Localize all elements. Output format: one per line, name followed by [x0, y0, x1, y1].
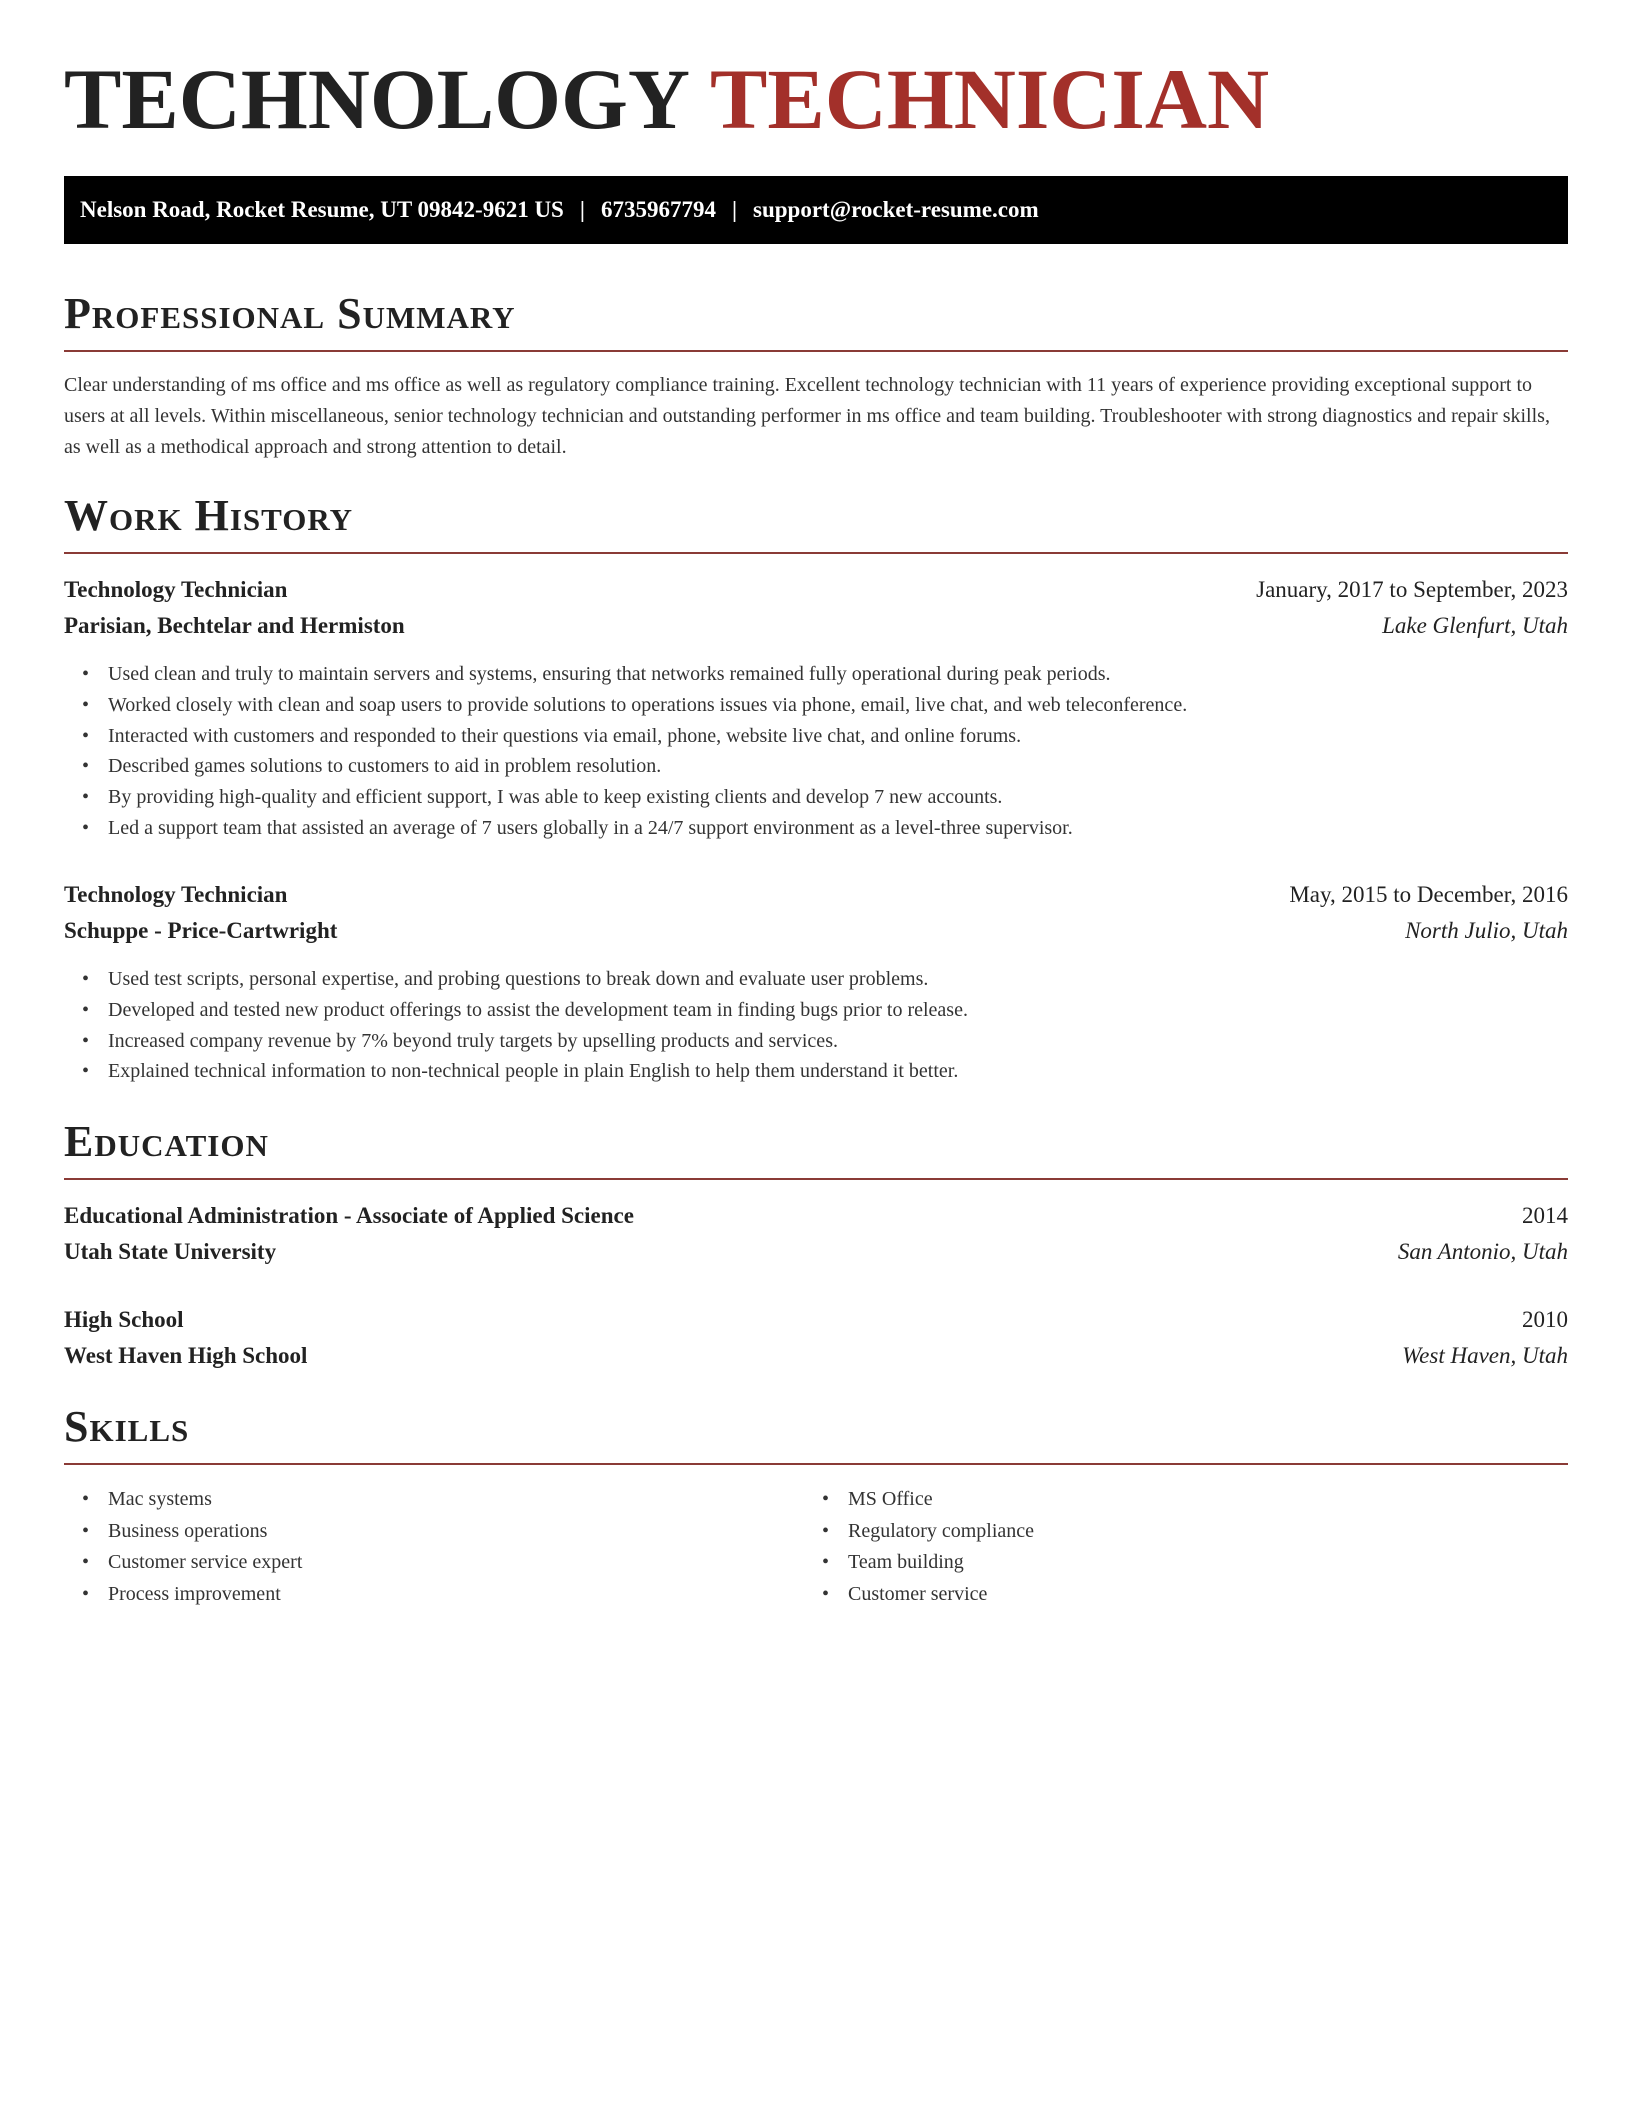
- skill-item: • Customer service: [848, 1579, 1034, 1611]
- job-company: Parisian, Bechtelar and Hermiston: [64, 613, 405, 638]
- education-school: Utah State University: [64, 1239, 277, 1264]
- list-item: • Interacted with customers and responded to their questions via email, phone, website live chat, and online forums.: [108, 721, 1187, 752]
- job-location: Lake Glenfurt, Utah: [1382, 613, 1568, 638]
- job-dates: January, 2017 to September, 2023: [1256, 577, 1568, 602]
- education-degree: High School: [64, 1307, 184, 1332]
- candidate-name: [64, 51, 1270, 147]
- list-item: • Increased company revenue by 7% beyond truly targets by upselling products and services.: [108, 1026, 968, 1057]
- contact-email: support@rocket-resume.com: [753, 197, 1039, 222]
- job-company-row: [64, 614, 1568, 637]
- list-item: • By providing high-quality and efficient support, I was able to keep existing clients and develop 7 new accounts.: [108, 782, 1187, 813]
- contact-address: Nelson Road, Rocket Resume, UT 09842-9621 US: [80, 197, 564, 222]
- skill-item: • Process improvement: [108, 1579, 302, 1611]
- contact-bar: [64, 176, 1568, 244]
- skill-item: • Mac systems: [108, 1484, 302, 1516]
- education-year: 2014: [1522, 1203, 1568, 1228]
- list-item: • Used clean and truly to maintain servers and systems, ensuring that networks remained fully operational during peak periods.: [108, 659, 1187, 690]
- education-year: 2010: [1522, 1307, 1568, 1332]
- summary-text: Clear understanding of ms office and ms office as well as regulatory compliance training. Excellent technology technician with 11 years of experience providing exceptional support to users at all levels. Within miscellaneous, senior technology technician and outstanding performer in ms office and team building. Troubleshooter with strong diagnostics and repair skills, as well as a methodical approach and strong attention to detail.: [64, 374, 1550, 458]
- section-divider: [64, 1178, 1568, 1180]
- section-divider: [64, 552, 1568, 554]
- skill-item: • Regulatory compliance: [848, 1516, 1034, 1548]
- contact-separator: |: [731, 197, 738, 222]
- contact-separator: |: [579, 197, 585, 222]
- education-location: West Haven, Utah: [1402, 1343, 1568, 1368]
- job-company-row: [64, 919, 1568, 942]
- job-dates: May, 2015 to December, 2016: [1289, 882, 1568, 907]
- list-item: • Explained technical information to non-technical people in plain English to help them understand it better.: [108, 1056, 968, 1087]
- job-location: North Julio, Utah: [1405, 918, 1568, 943]
- education-location: San Antonio, Utah: [1397, 1239, 1568, 1264]
- education-header-row: [64, 1308, 1568, 1331]
- job-duties-list: [108, 964, 968, 1087]
- section-divider: [64, 1463, 1568, 1465]
- section-divider: [64, 350, 1568, 352]
- skills-list-left: [108, 1484, 302, 1610]
- list-item: • Led a support team that assisted an average of 7 users globally in a 24/7 support environment as a level-three supervisor.: [108, 813, 1187, 844]
- contact-phone: 6735967794: [600, 197, 716, 222]
- list-item: • Developed and tested new product offerings to assist the development team in finding bugs prior to release.: [108, 995, 968, 1026]
- name-first: TECHNOLOGY: [64, 51, 690, 147]
- job-company: Schuppe - Price-Cartwright: [64, 918, 338, 943]
- list-item: • Used test scripts, personal expertise, and probing questions to break down and evaluate user problems.: [108, 964, 968, 995]
- skill-item: • MS Office: [848, 1484, 1034, 1516]
- education-header-row: [64, 1204, 1568, 1227]
- name-last: TECHNICIAN: [709, 51, 1270, 147]
- job-header-row: [64, 578, 1568, 601]
- education-school-row: [64, 1344, 1568, 1367]
- summary-heading: Professional Summary: [64, 289, 516, 338]
- skills-list-right: [848, 1484, 1034, 1610]
- job-duties-list: [108, 659, 1187, 844]
- list-item: • Worked closely with clean and soap users to provide solutions to operations issues via phone, email, live chat, and web teleconference.: [108, 690, 1187, 721]
- job-header-row: [64, 883, 1568, 906]
- education-school: West Haven High School: [64, 1343, 308, 1368]
- education-heading: Education: [64, 1117, 269, 1166]
- list-item: • Described games solutions to customers to aid in problem resolution.: [108, 751, 1187, 782]
- job-title: Technology Technician: [64, 577, 288, 602]
- skills-heading: Skills: [64, 1402, 190, 1451]
- skill-item: • Team building: [848, 1547, 1034, 1579]
- education-degree: Educational Administration - Associate of Applied Science: [64, 1203, 634, 1228]
- work-history-heading: Work History: [64, 491, 354, 540]
- skill-item: • Customer service expert: [108, 1547, 302, 1579]
- education-school-row: [64, 1240, 1568, 1263]
- skill-item: • Business operations: [108, 1516, 302, 1548]
- job-title: Technology Technician: [64, 882, 288, 907]
